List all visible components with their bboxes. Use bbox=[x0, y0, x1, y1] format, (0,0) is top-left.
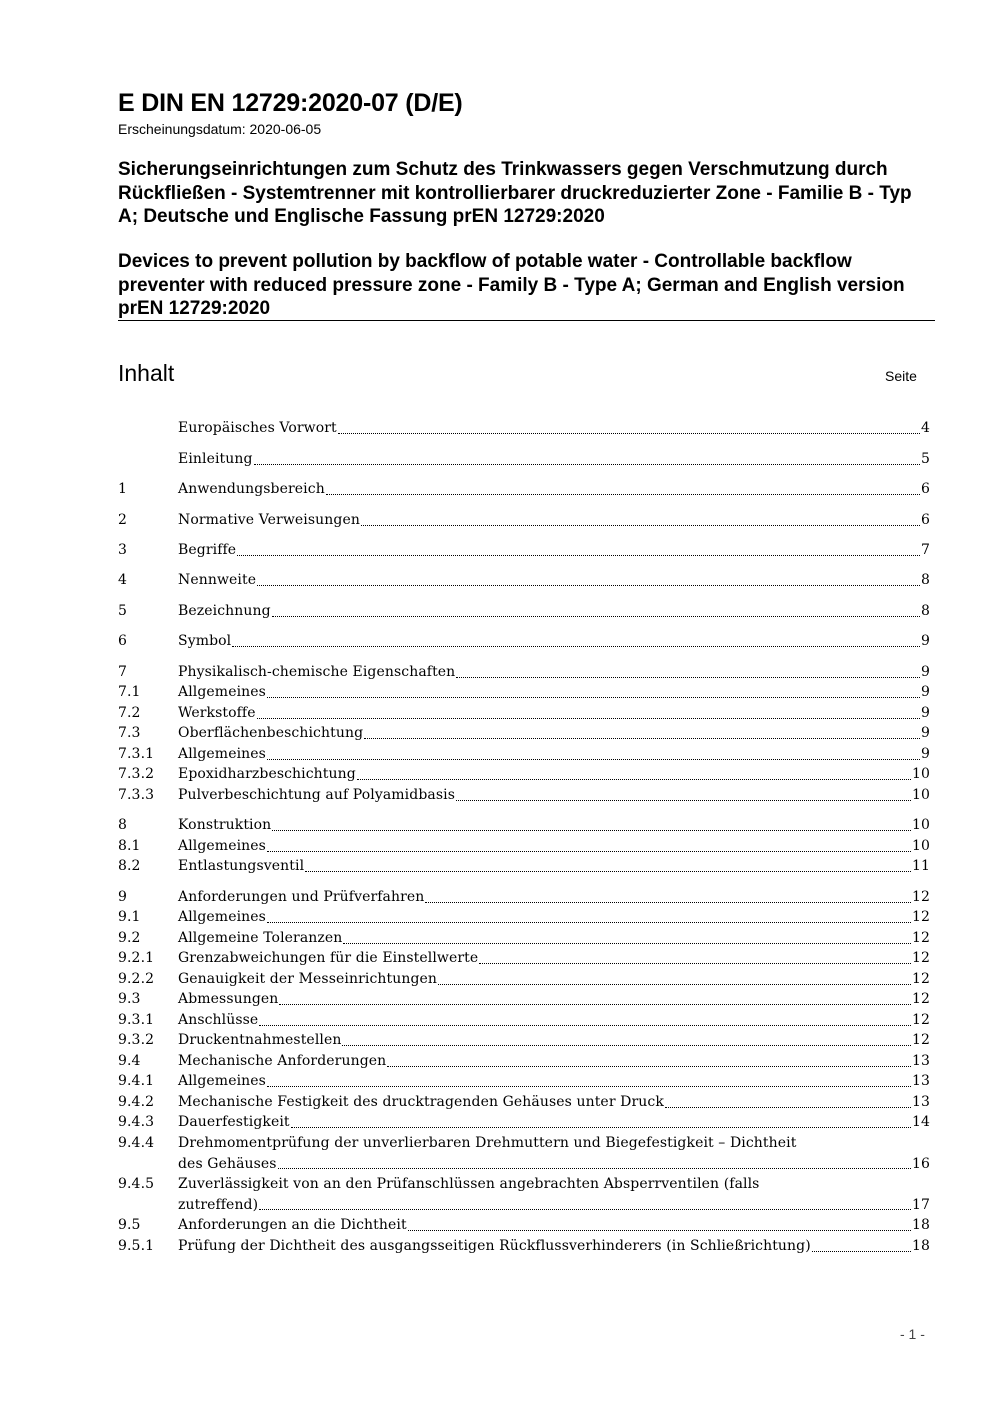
toc-entry-page: 16 bbox=[911, 1155, 930, 1172]
toc-entry-number: 8 bbox=[118, 817, 128, 833]
toc-dot-leader bbox=[338, 433, 920, 434]
toc-entry-page: 12 bbox=[911, 950, 930, 966]
toc-entry-title: Dauerfestigkeit bbox=[178, 1114, 290, 1130]
toc-dot-leader bbox=[267, 759, 920, 760]
toc-entry-page: 12 bbox=[911, 1032, 930, 1048]
toc-entry-page: 18 bbox=[911, 1217, 930, 1233]
toc-entry-number: 9.4.2 bbox=[118, 1094, 155, 1110]
toc-dot-leader bbox=[267, 697, 920, 698]
toc-entry-number: 9.2.2 bbox=[118, 971, 155, 987]
toc-entry-title: Epoxidharzbeschichtung bbox=[178, 766, 356, 782]
toc-entry-title: des Gehäuses bbox=[178, 1155, 277, 1172]
toc-entry-title: Anforderungen und Prüfverfahren bbox=[178, 889, 425, 905]
toc-entry-page: 6 bbox=[920, 512, 930, 528]
toc-entry-number: 9.2 bbox=[118, 930, 141, 946]
toc-entry-title: Allgemeines bbox=[178, 746, 266, 762]
title-divider bbox=[118, 320, 935, 321]
toc-dot-leader bbox=[305, 871, 911, 872]
document-code: E DIN EN 12729:2020-07 (D/E) bbox=[118, 89, 463, 117]
toc-entry-title: Allgemeine Toleranzen bbox=[178, 930, 343, 946]
toc-entry-title: Nennweite bbox=[178, 572, 257, 588]
toc-entry-title: Druckentnahmestellen bbox=[178, 1032, 342, 1048]
toc-dot-leader bbox=[665, 1107, 911, 1108]
toc-entry-number: 5 bbox=[118, 603, 128, 619]
toc-entry-number: 9.5.1 bbox=[118, 1238, 155, 1254]
toc-entry-page: 17 bbox=[911, 1196, 930, 1213]
toc-entry-page: 7 bbox=[920, 542, 930, 558]
toc-entry-title: Werkstoffe bbox=[178, 705, 256, 721]
toc-dot-leader bbox=[257, 718, 920, 719]
toc-entry-page: 18 bbox=[911, 1238, 930, 1254]
toc-entry-title: Allgemeines bbox=[178, 684, 266, 700]
toc-entry-title: Drehmomentprüfung der unverlierbaren Drehmuttern und Biegefestigkeit – Dichtheit bbox=[178, 1135, 797, 1151]
toc-entry-page: 9 bbox=[920, 746, 930, 762]
toc-entry-page: 13 bbox=[911, 1094, 930, 1110]
toc-dot-leader bbox=[267, 1086, 911, 1087]
toc-dot-leader bbox=[232, 646, 920, 647]
toc-entry-title: Begriffe bbox=[178, 542, 237, 558]
toc-entry-number: 9.3.2 bbox=[118, 1032, 155, 1048]
toc-entry-page: 9 bbox=[920, 633, 930, 649]
toc-entry-title: Europäisches Vorwort bbox=[178, 420, 337, 436]
toc-entry-number: 7.3.2 bbox=[118, 766, 155, 782]
toc-dot-leader bbox=[812, 1251, 911, 1252]
toc-entry-title: Einleitung bbox=[178, 451, 253, 467]
toc-entry-title: Prüfung der Dichtheit des ausgangsseitigen Rückflussverhinderers (in Schließrichtung) bbox=[178, 1238, 811, 1254]
toc-entry-number: 9.1 bbox=[118, 909, 141, 925]
toc-entry-page: 12 bbox=[911, 889, 930, 905]
title-german: Sicherungseinrichtungen zum Schutz des Trinkwassers gegen Verschmutzung durch Rückfließen - Systemtrenner mit kontrollierbarer druckreduzierter Zone - Familie B - Typ A; Deutsche und Englische Fassung prEN 12729:2020 bbox=[118, 159, 912, 227]
toc-entry-page: 9 bbox=[920, 725, 930, 741]
toc-entry-title: Oberflächenbeschichtung bbox=[178, 725, 364, 741]
toc-entry-page: 14 bbox=[911, 1114, 930, 1130]
toc-entry-title: Anschlüsse bbox=[178, 1012, 259, 1028]
toc-dot-leader bbox=[237, 555, 920, 556]
toc-dot-leader bbox=[343, 943, 911, 944]
toc-dot-leader bbox=[326, 494, 920, 495]
toc-entry-page: 5 bbox=[920, 451, 930, 467]
toc-entry-page: 12 bbox=[911, 930, 930, 946]
toc-entry-title: Mechanische Anforderungen bbox=[178, 1053, 387, 1069]
toc-entry-title: Konstruktion bbox=[178, 817, 272, 833]
toc-dot-leader bbox=[272, 616, 920, 617]
toc-entry-title: Physikalisch-chemische Eigenschaften bbox=[178, 664, 456, 680]
toc-dot-leader bbox=[342, 1045, 911, 1046]
toc-entry-page: 10 bbox=[911, 817, 930, 833]
toc-entry-number: 9.2.1 bbox=[118, 950, 155, 966]
toc-entry-number: 9.4.4 bbox=[118, 1135, 155, 1151]
toc-entry-number: 9 bbox=[118, 889, 128, 905]
toc-dot-leader bbox=[259, 1025, 911, 1026]
toc-dot-leader bbox=[364, 738, 920, 739]
toc-entry-number: 9.4.1 bbox=[118, 1073, 155, 1089]
toc-heading: Inhalt bbox=[118, 360, 175, 386]
toc-dot-leader bbox=[479, 963, 911, 964]
toc-entry-title: Pulverbeschichtung auf Polyamidbasis bbox=[178, 787, 455, 803]
title-english: Devices to prevent pollution by backflow of potable water - Controllable backflow preventer with reduced pressure zone - Family B - Type A; German and English version prEN 12729:2020 bbox=[118, 251, 905, 319]
publication-date: Erscheinungsdatum: 2020-06-05 bbox=[118, 121, 322, 137]
toc-dot-leader bbox=[259, 1209, 911, 1210]
toc-entry-page: 9 bbox=[920, 664, 930, 680]
toc-dot-leader bbox=[254, 464, 920, 465]
toc-entry-title: Genauigkeit der Messeinrichtungen bbox=[178, 971, 438, 987]
toc-entry-title: Allgemeines bbox=[178, 909, 266, 925]
toc-entry-title: Allgemeines bbox=[178, 1073, 266, 1089]
toc-entry-number: 9.3 bbox=[118, 991, 141, 1007]
toc-entry-title: Bezeichnung bbox=[178, 603, 271, 619]
toc-entry-number: 4 bbox=[118, 572, 128, 588]
toc-entry-page: 4 bbox=[920, 420, 930, 436]
toc-page-label: Seite bbox=[885, 368, 917, 384]
toc-entry-number: 1 bbox=[118, 481, 128, 497]
toc-entry-number: 9.4.5 bbox=[118, 1176, 155, 1192]
toc-entry-title: Symbol bbox=[178, 633, 232, 649]
toc-entry-title: Zuverlässigkeit von an den Prüfanschlüssen angebrachten Absperrventilen (falls bbox=[178, 1176, 760, 1192]
toc-entry-page: 6 bbox=[920, 481, 930, 497]
toc-dot-leader bbox=[425, 902, 911, 903]
toc-entry-page: 8 bbox=[920, 603, 930, 619]
toc-entry-number: 7.2 bbox=[118, 705, 141, 721]
toc-entry-page: 10 bbox=[911, 787, 930, 803]
toc-entry-page: 13 bbox=[911, 1073, 930, 1089]
toc-dot-leader bbox=[438, 984, 911, 985]
toc-entry-title: Anforderungen an die Dichtheit bbox=[178, 1217, 407, 1233]
toc-dot-leader bbox=[361, 525, 920, 526]
toc-entry-page: 12 bbox=[911, 1012, 930, 1028]
page-number: - 1 - bbox=[900, 1326, 925, 1342]
toc-entry-page: 9 bbox=[920, 684, 930, 700]
toc-entry-title: Normative Verweisungen bbox=[178, 512, 360, 528]
toc-entry-number: 7 bbox=[118, 664, 128, 680]
toc-entry-page: 10 bbox=[911, 838, 930, 854]
toc-entry-title: Abmessungen bbox=[178, 991, 279, 1007]
toc-dot-leader bbox=[278, 1168, 911, 1169]
toc-entry-number: 6 bbox=[118, 633, 128, 649]
toc-entry-title: Grenzabweichungen für die Einstellwerte bbox=[178, 950, 479, 966]
toc-dot-leader bbox=[279, 1004, 911, 1005]
toc-dot-leader bbox=[267, 922, 911, 923]
toc-entry-number: 8.1 bbox=[118, 838, 141, 854]
toc-entry-number: 9.4.3 bbox=[118, 1114, 155, 1130]
toc-entry-number: 7.3.3 bbox=[118, 787, 155, 803]
toc-entry-number: 9.4 bbox=[118, 1053, 141, 1069]
toc-entry-page: 10 bbox=[911, 766, 930, 782]
toc-entry-number: 9.3.1 bbox=[118, 1012, 155, 1028]
toc-dot-leader bbox=[357, 779, 911, 780]
toc-entry-page: 9 bbox=[920, 705, 930, 721]
toc-dot-leader bbox=[267, 851, 911, 852]
toc-entry-page: 8 bbox=[920, 572, 930, 588]
toc-entry-page: 12 bbox=[911, 909, 930, 925]
toc-dot-leader bbox=[387, 1066, 911, 1067]
toc-entry-number: 8.2 bbox=[118, 858, 141, 874]
toc-entry-title: Entlastungsventil bbox=[178, 858, 305, 874]
toc-entry-title: Anwendungsbereich bbox=[178, 481, 325, 497]
toc-entry-number: 7.1 bbox=[118, 684, 141, 700]
toc-entry-title: Mechanische Festigkeit des drucktragenden Gehäuses unter Druck bbox=[178, 1094, 664, 1110]
toc-dot-leader bbox=[257, 585, 920, 586]
toc-entry-page: 12 bbox=[911, 971, 930, 987]
toc-entry-number: 9.5 bbox=[118, 1217, 141, 1233]
toc-entry-page: 13 bbox=[911, 1053, 930, 1069]
toc-dot-leader bbox=[291, 1127, 911, 1128]
toc-entry-title: zutreffend) bbox=[178, 1196, 259, 1213]
toc-dot-leader bbox=[408, 1230, 911, 1231]
toc-entry-page: 11 bbox=[911, 858, 930, 874]
toc-entry-number: 7.3.1 bbox=[118, 746, 155, 762]
toc-dot-leader bbox=[272, 830, 911, 831]
toc-entry-page: 12 bbox=[911, 991, 930, 1007]
toc-entry-number: 2 bbox=[118, 512, 128, 528]
toc-dot-leader bbox=[456, 677, 920, 678]
toc-dot-leader bbox=[456, 800, 911, 801]
toc-entry-number: 3 bbox=[118, 542, 128, 558]
toc-entry-number: 7.3 bbox=[118, 725, 141, 741]
toc-entry-title: Allgemeines bbox=[178, 838, 266, 854]
